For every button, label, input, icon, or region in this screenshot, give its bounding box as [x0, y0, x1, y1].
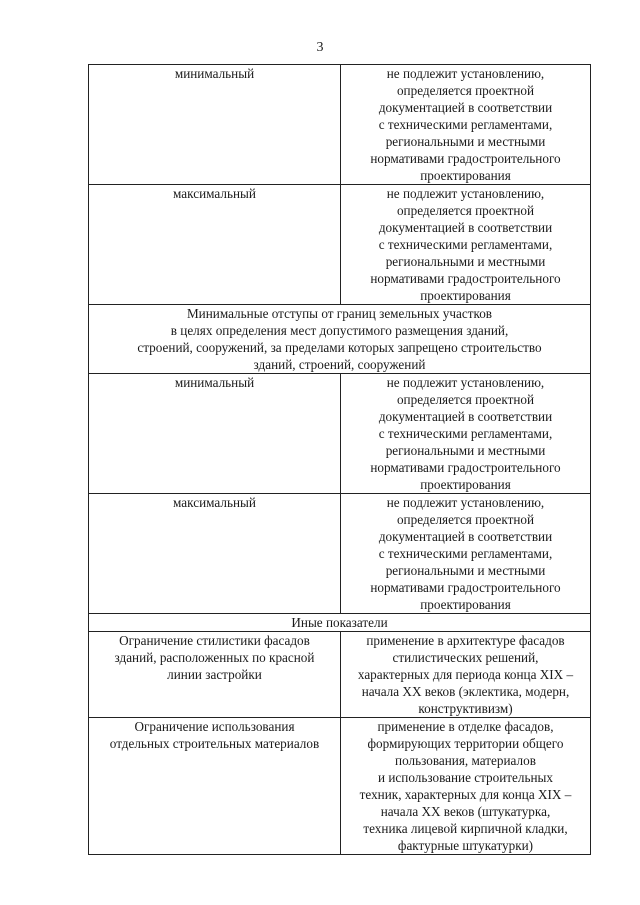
- parameter-value-cell-line: формирующих территории общего: [367, 736, 564, 751]
- parameter-label-cell-line: линии застройки: [167, 667, 262, 682]
- parameter-value-cell: [341, 632, 591, 718]
- parameter-value-cell: [341, 185, 591, 305]
- parameter-value-cell-line: проектирования: [420, 597, 511, 612]
- regulations-table: [88, 64, 591, 855]
- parameter-value-cell: [341, 494, 591, 614]
- section-heading-cell-line: Иные показатели: [291, 615, 388, 630]
- parameter-value-cell-line: с техническими регламентами,: [378, 237, 553, 252]
- parameter-value-cell-line: региональными и местными: [385, 443, 546, 458]
- parameter-value-cell-line: с техническими регламентами,: [378, 546, 553, 561]
- parameter-value-cell: [341, 65, 591, 185]
- parameter-value-cell-line: с техническими регламентами,: [378, 426, 553, 441]
- parameter-value-cell-line: нормативами градостроительного: [370, 271, 561, 286]
- parameter-value-cell-line: пользования, материалов: [395, 753, 536, 768]
- section-heading-cell-line: Минимальные отступы от границ земельных участков: [186, 306, 493, 321]
- parameter-value-cell-line: нормативами градостроительного: [370, 151, 561, 166]
- parameter-label-cell: [89, 718, 341, 855]
- parameter-label-cell-line: зданий, расположенных по красной: [114, 650, 315, 665]
- table-row: [89, 374, 591, 494]
- parameter-value-cell-line: документацией в соответствии: [378, 220, 553, 235]
- parameter-label-cell: [89, 185, 341, 305]
- parameter-value-cell-line: конструктивизм): [418, 701, 513, 716]
- parameter-value-cell-line: и использование строительных: [378, 770, 553, 785]
- table-section-heading-row: [89, 305, 591, 374]
- parameter-label-cell-line: Ограничение стилистики фасадов: [119, 633, 310, 648]
- parameter-label-cell-line: Ограничение использования: [134, 719, 295, 734]
- parameter-value-cell-line: не подлежит установлению,: [386, 66, 545, 81]
- parameter-value-cell-line: применение в отделке фасадов,: [377, 719, 554, 734]
- parameter-value-cell-line: проектирования: [420, 288, 511, 303]
- parameter-label-cell-line: максимальный: [173, 495, 256, 510]
- section-heading-cell: [89, 614, 591, 632]
- regulations-table-body: [89, 65, 591, 855]
- parameter-value-cell-line: нормативами градостроительного: [370, 460, 561, 475]
- parameter-value-cell-line: документацией в соответствии: [378, 529, 553, 544]
- parameter-value-cell-line: проектирования: [420, 168, 511, 183]
- parameter-value-cell-line: характерных для периода конца XIX –: [357, 667, 574, 682]
- parameter-label-cell-line: минимальный: [174, 66, 255, 81]
- parameter-value-cell-line: не подлежит установлению,: [386, 186, 545, 201]
- parameter-value-cell-line: техник, характерных для конца XIX –: [359, 787, 572, 802]
- parameter-value-cell-line: определяется проектной: [396, 203, 535, 218]
- parameter-value-cell-line: применение в архитектуре фасадов: [366, 633, 565, 648]
- table-section-heading-row: [89, 614, 591, 632]
- section-heading-cell-line: зданий, строений, сооружений: [253, 357, 426, 372]
- parameter-value-cell-line: не подлежит установлению,: [386, 495, 545, 510]
- parameter-label-cell: [89, 65, 341, 185]
- section-heading-cell-line: строений, сооружений, за пределами которых запрещено строительство: [137, 340, 542, 355]
- parameter-value-cell-line: начала XX веков (эклектика, модерн,: [361, 684, 570, 699]
- parameter-label-cell-line: отдельных строительных материалов: [109, 736, 320, 751]
- parameter-value-cell-line: стилистических решений,: [392, 650, 539, 665]
- parameter-value-cell-line: проектирования: [420, 477, 511, 492]
- section-heading-cell-line: в целях определения мест допустимого размещения зданий,: [170, 323, 509, 338]
- parameter-value-cell-line: региональными и местными: [385, 563, 546, 578]
- table-row: [89, 185, 591, 305]
- parameter-value-cell-line: нормативами градостроительного: [370, 580, 561, 595]
- table-row: [89, 494, 591, 614]
- table-row: [89, 65, 591, 185]
- parameter-value-cell-line: документацией в соответствии: [378, 409, 553, 424]
- parameter-value-cell: [341, 374, 591, 494]
- page-number: 3: [316, 40, 324, 55]
- parameter-value-cell-line: фактурные штукатурки): [397, 838, 534, 853]
- parameter-value-cell-line: определяется проектной: [396, 512, 535, 527]
- parameter-value-cell-line: определяется проектной: [396, 392, 535, 407]
- parameter-value-cell-line: техника лицевой кирпичной кладки,: [363, 821, 568, 836]
- parameter-label-cell-line: максимальный: [173, 186, 256, 201]
- parameter-value-cell-line: документацией в соответствии: [378, 100, 553, 115]
- parameter-label-cell-line: минимальный: [174, 375, 255, 390]
- parameter-value-cell: [341, 718, 591, 855]
- section-heading-cell: [89, 305, 591, 374]
- parameter-value-cell-line: определяется проектной: [396, 83, 535, 98]
- table-row: [89, 718, 591, 855]
- parameter-label-cell: [89, 632, 341, 718]
- parameter-label-cell: [89, 374, 341, 494]
- parameter-value-cell-line: региональными и местными: [385, 134, 546, 149]
- parameter-value-cell-line: начала XX веков (штукатурка,: [380, 804, 551, 819]
- parameter-value-cell-line: с техническими регламентами,: [378, 117, 553, 132]
- parameter-value-cell-line: не подлежит установлению,: [386, 375, 545, 390]
- parameter-value-cell-line: региональными и местными: [385, 254, 546, 269]
- table-row: [89, 632, 591, 718]
- parameter-label-cell: [89, 494, 341, 614]
